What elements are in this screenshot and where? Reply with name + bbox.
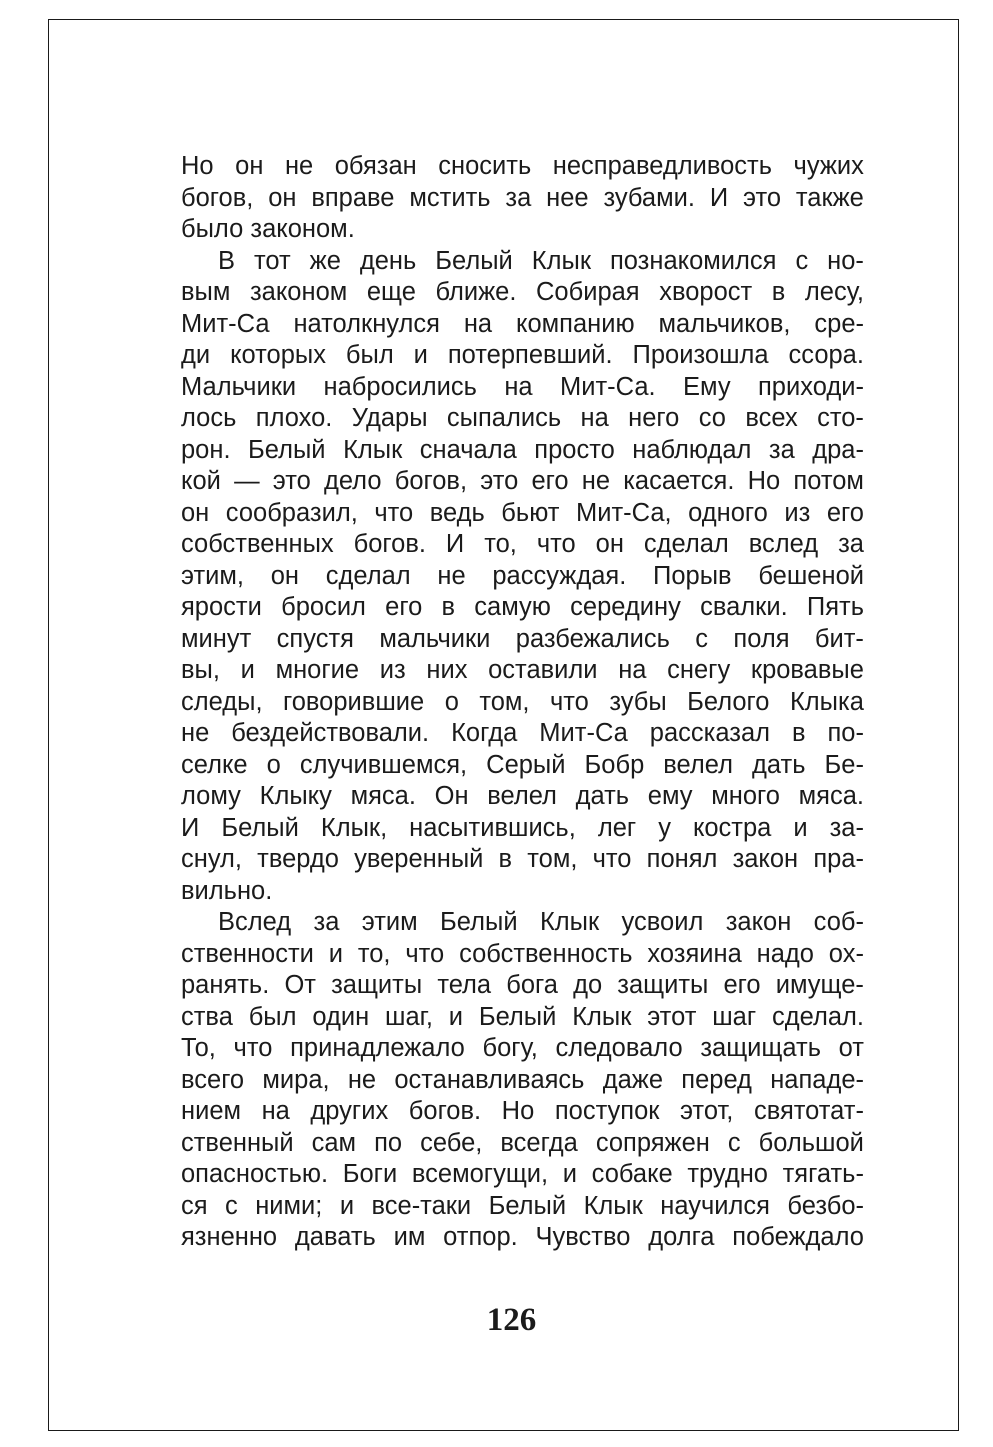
text-line: И Белый Клык, насытившись, лег у костра и за- — [181, 813, 864, 842]
text-line: следы, говорившие о том, что зубы Белого Клыка — [181, 687, 864, 716]
text-line: ства был один шаг, и Белый Клык этот шаг сделал. — [181, 1002, 864, 1031]
text-line: То, что принадлежало богу, следовало защищать от — [181, 1034, 864, 1062]
text-line: не бездействовали. Когда Мит-Са рассказал в по- — [181, 719, 864, 747]
text-line: ся с ними; и все-таки Белый Клык научился безбо- — [181, 1191, 864, 1220]
text-line: вильно. — [181, 876, 273, 905]
text-line: он сообразил, что ведь бьют Мит-Са, одного из его — [181, 498, 864, 527]
text-line: этим, он сделал не рассуждая. Порыв бешеной — [181, 561, 864, 590]
text-line: вым законом еще ближе. Собирая хворост в лесу, — [181, 278, 864, 306]
text-line: снул, твердо уверенный в том, что понял закон пра- — [181, 845, 864, 873]
text-line: вы, и многие из них оставили на снегу кровавые — [181, 656, 864, 684]
text-line: всего мира, не останавливаясь даже перед нападе- — [181, 1065, 864, 1094]
text-line: ственный сам по себе, всегда сопряжен с большой — [181, 1128, 864, 1157]
text-line: собственных богов. И то, что он сделал вслед за — [181, 530, 864, 558]
text-line: В тот же день Белый Клык познакомился с но- — [218, 246, 864, 275]
text-line: Вслед за этим Белый Клык усвоил закон соб- — [218, 908, 864, 936]
text-line: язненно давать им отпор. Чувство долга побеждало — [181, 1223, 864, 1251]
text-line: опасностью. Боги всемогущи, и собаке трудно тягать- — [181, 1160, 864, 1188]
text-line: Мальчики набросились на Мит-Са. Ему приходи- — [181, 372, 864, 401]
text-line: ранять. От защиты тела бога до защиты его имуще- — [181, 971, 864, 999]
text-line: ственности и то, что собственность хозяина надо ох- — [181, 939, 864, 968]
text-line: Мит-Са натолкнулся на компанию мальчиков, сре- — [181, 309, 864, 338]
body-text — [181, 151, 864, 1254]
text-line: кой — это дело богов, это его не касается. Но потом — [181, 467, 864, 495]
page-number: 126 — [486, 1302, 537, 1338]
text-line: лось плохо. Удары сыпались на него со всех сто- — [181, 404, 864, 432]
text-line: Но он не обязан сносить несправедливость чужих — [181, 152, 864, 180]
text-line: ди которых был и потерпевший. Произошла ссора. — [181, 341, 864, 369]
text-line: лому Клыку мяса. Он велел дать ему много мяса. — [181, 782, 864, 810]
text-line: нием на других богов. Но поступок этот, святотат- — [181, 1097, 864, 1125]
text-line: минут спустя мальчики разбежались с поля бит- — [181, 624, 864, 653]
text-line: рон. Белый Клык сначала просто наблюдал за дра- — [181, 435, 864, 464]
text-line: ярости бросил его в самую середину свалки. Пять — [181, 593, 864, 621]
text-line: селке о случившемся, Серый Бобр велел дать Бе- — [181, 750, 864, 779]
text-line: было законом. — [181, 215, 355, 243]
text-line: богов, он вправе мстить за нее зубами. И это также — [181, 183, 864, 212]
